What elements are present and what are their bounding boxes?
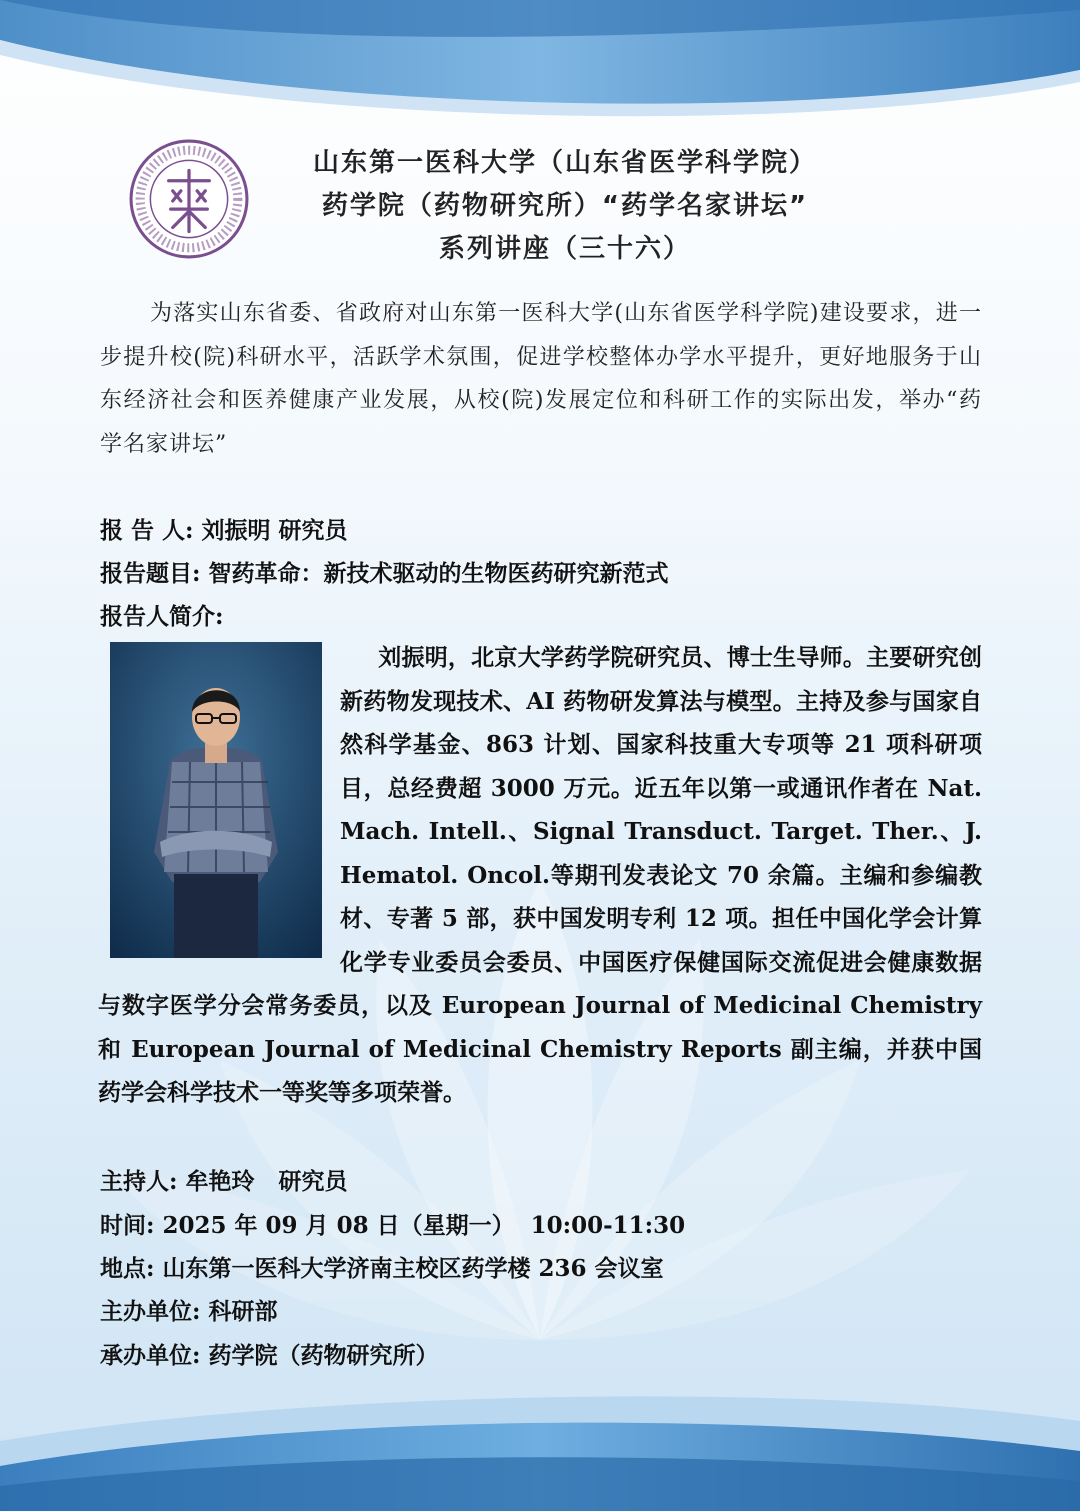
time-line <box>100 1207 685 1240</box>
speaker-label: 报 告 人: <box>100 517 194 544</box>
bio-text: 刘振明，北京大学药学院研究员、博士生导师。主要研究创新药物发现技术、AI 药物研发算法与模型。主持及参与国家自然科学基金、863 计划、国家科技重大专项等 21 项科研项目，总经费超 3000 万元。近五年以第一或通讯作者在 Nat. Mach. Intell.、Signal Transduct. Target. Ther.、J. Hematol. Oncol.等期刊发表论文 70 余篇。主编和参编教材、专著 5 部，获中国发明专利 12 项。担任中国化学会计算化学专业委员会委员、中国医疗保健国际交流促进会健康数据与数字医学分会常务委员，以及 European Journal of Medicinal Chemistry 和 European Journal of Medicinal Chemistry Reports 副主编，并获中国药学会科学技术一等奖等多项荣誉。 <box>98 644 982 1106</box>
speaker-name: 刘振明 研究员 <box>201 517 348 544</box>
topic-title: 智药革命：新技术驱动的生物医药研究新范式 <box>208 560 669 587</box>
topic-line <box>100 555 669 588</box>
organizer-line <box>100 1293 278 1326</box>
university-logo <box>128 138 250 260</box>
title-line-2: 药学院（药物研究所）“药学名家讲坛” <box>321 191 809 221</box>
time-label: 时间: <box>100 1212 155 1239</box>
organizer-label: 主办单位: <box>100 1298 201 1325</box>
speaker-line <box>100 512 348 545</box>
host-line <box>100 1163 348 1196</box>
organizer-value: 科研部 <box>208 1298 278 1325</box>
bio-heading: 报告人简介: <box>100 603 224 630</box>
top-wave-decoration <box>0 0 1080 130</box>
topic-label: 报告题目: <box>100 560 201 587</box>
co-organizer-value: 药学院（药物研究所） <box>208 1342 439 1369</box>
venue-line <box>100 1250 664 1283</box>
venue-label: 地点: <box>100 1255 155 1282</box>
host-label: 主持人: <box>100 1168 178 1195</box>
time-value: 2025 年 09 月 08 日（星期一） 10:00-11:30 <box>162 1212 686 1239</box>
intro-paragraph: 为落实山东省委、省政府对山东第一医科大学(山东省医学科学院)建设要求，进一步提升校(院)科研水平，活跃学术氛围，促进学校整体办学水平提升，更好地服务于山东经济社会和医养健康产业发展，从校(院)发展定位和科研工作的实际出发，举办“药学名家讲坛” <box>100 301 982 457</box>
bottom-wave-decoration <box>0 1371 1080 1511</box>
venue-value: 山东第一医科大学济南主校区药学楼 236 会议室 <box>162 1255 664 1282</box>
bio-section <box>98 636 982 1106</box>
title-line-3: 系列讲座（三十六） <box>438 234 691 264</box>
co-organizer-label: 承办单位: <box>100 1342 201 1369</box>
title-line-1: 山东第一医科大学（山东省医学科学院） <box>312 148 817 178</box>
co-organizer-line <box>100 1337 439 1370</box>
host-value: 牟艳玲 研究员 <box>185 1168 348 1195</box>
